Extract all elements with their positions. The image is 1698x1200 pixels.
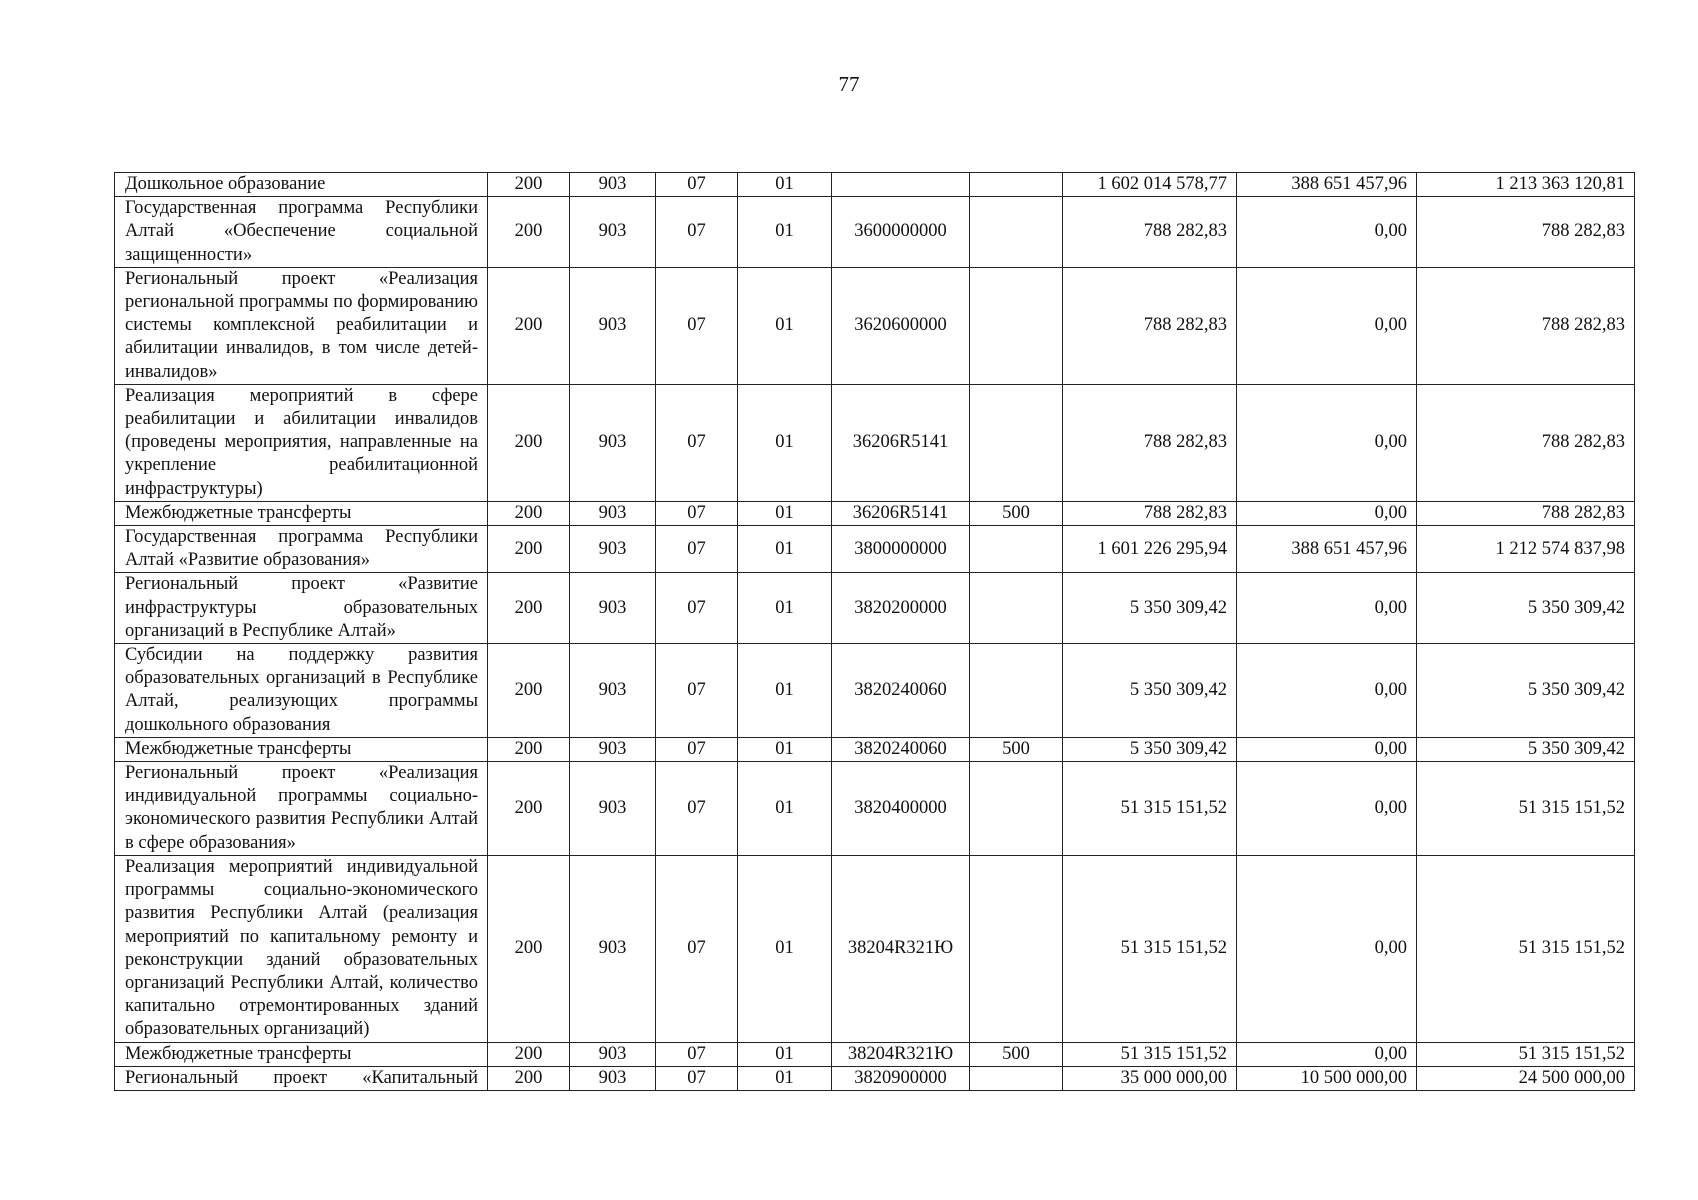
federal-amount-cell: 0,00: [1237, 501, 1417, 525]
table-body: [115, 173, 1635, 1091]
regional-amount-cell: 788 282,83: [1417, 501, 1635, 525]
target-article-cell: 3620600000: [832, 267, 970, 384]
row-name-cell: Межбюджетные трансферты: [115, 501, 488, 525]
regional-amount-cell: 51 315 151,52: [1417, 855, 1635, 1042]
total-amount-cell: 1 601 226 295,94: [1063, 526, 1237, 573]
section-code-cell: 07: [656, 501, 738, 525]
section-code-cell: 07: [656, 173, 738, 197]
regional-amount-cell: 5 350 309,42: [1417, 737, 1635, 761]
target-article-cell: 3820240060: [832, 644, 970, 738]
grbs-code-cell: 903: [570, 173, 656, 197]
grbs-code-cell: 903: [570, 644, 656, 738]
regional-amount-cell: 5 350 309,42: [1417, 573, 1635, 644]
expense-type-cell: [970, 197, 1063, 268]
admin-code-cell: 200: [488, 384, 570, 501]
total-amount-cell: 5 350 309,42: [1063, 737, 1237, 761]
subsection-code-cell: 01: [738, 737, 832, 761]
row-name-cell: Дошкольное образование: [115, 173, 488, 197]
budget-table: [114, 172, 1635, 1091]
subsection-code-cell: 01: [738, 267, 832, 384]
federal-amount-cell: 0,00: [1237, 1042, 1417, 1066]
expense-type-cell: [970, 573, 1063, 644]
section-code-cell: 07: [656, 573, 738, 644]
row-name-cell: Субсидии на поддержку развития образовательных организаций в Республике Алтай, реализующих программы дошкольного образования: [115, 644, 488, 738]
grbs-code-cell: 903: [570, 501, 656, 525]
grbs-code-cell: 903: [570, 197, 656, 268]
row-name-cell: Региональный проект «Развитие инфраструктуры образовательных организаций в Республике Алтай»: [115, 573, 488, 644]
total-amount-cell: 35 000 000,00: [1063, 1066, 1237, 1090]
federal-amount-cell: 0,00: [1237, 855, 1417, 1042]
expense-type-cell: [970, 855, 1063, 1042]
expense-type-cell: [970, 384, 1063, 501]
regional-amount-cell: 24 500 000,00: [1417, 1066, 1635, 1090]
table-row: [115, 1042, 1635, 1066]
target-article-cell: 36206R5141: [832, 501, 970, 525]
subsection-code-cell: 01: [738, 573, 832, 644]
subsection-code-cell: 01: [738, 526, 832, 573]
regional-amount-cell: 788 282,83: [1417, 267, 1635, 384]
subsection-code-cell: 01: [738, 501, 832, 525]
grbs-code-cell: 903: [570, 762, 656, 856]
subsection-code-cell: 01: [738, 762, 832, 856]
table-row: [115, 526, 1635, 573]
admin-code-cell: 200: [488, 501, 570, 525]
table-row: [115, 267, 1635, 384]
total-amount-cell: 5 350 309,42: [1063, 644, 1237, 738]
section-code-cell: 07: [656, 1042, 738, 1066]
row-name-cell: Государственная программа Республики Алтай «Обеспечение социальной защищенности»: [115, 197, 488, 268]
grbs-code-cell: 903: [570, 267, 656, 384]
expense-type-cell: [970, 173, 1063, 197]
admin-code-cell: 200: [488, 762, 570, 856]
section-code-cell: 07: [656, 267, 738, 384]
admin-code-cell: 200: [488, 267, 570, 384]
table-row: [115, 644, 1635, 738]
expense-type-cell: [970, 1066, 1063, 1090]
row-name-cell: Региональный проект «Реализация индивидуальной программы социально-экономического развития Республики Алтай в сфере образования»: [115, 762, 488, 856]
federal-amount-cell: 0,00: [1237, 644, 1417, 738]
federal-amount-cell: 0,00: [1237, 197, 1417, 268]
total-amount-cell: 788 282,83: [1063, 197, 1237, 268]
federal-amount-cell: 0,00: [1237, 267, 1417, 384]
section-code-cell: 07: [656, 737, 738, 761]
subsection-code-cell: 01: [738, 384, 832, 501]
total-amount-cell: 1 602 014 578,77: [1063, 173, 1237, 197]
regional-amount-cell: 51 315 151,52: [1417, 762, 1635, 856]
table-row: [115, 855, 1635, 1042]
total-amount-cell: 51 315 151,52: [1063, 1042, 1237, 1066]
subsection-code-cell: 01: [738, 644, 832, 738]
federal-amount-cell: 0,00: [1237, 573, 1417, 644]
total-amount-cell: 788 282,83: [1063, 384, 1237, 501]
table-row: [115, 197, 1635, 268]
regional-amount-cell: 788 282,83: [1417, 384, 1635, 501]
regional-amount-cell: 5 350 309,42: [1417, 644, 1635, 738]
subsection-code-cell: 01: [738, 855, 832, 1042]
federal-amount-cell: 388 651 457,96: [1237, 173, 1417, 197]
target-article-cell: 3820200000: [832, 573, 970, 644]
section-code-cell: 07: [656, 197, 738, 268]
subsection-code-cell: 01: [738, 197, 832, 268]
section-code-cell: 07: [656, 855, 738, 1042]
grbs-code-cell: 903: [570, 526, 656, 573]
target-article-cell: 3800000000: [832, 526, 970, 573]
target-article-cell: 38204R321Ю: [832, 1042, 970, 1066]
total-amount-cell: 788 282,83: [1063, 267, 1237, 384]
grbs-code-cell: 903: [570, 737, 656, 761]
admin-code-cell: 200: [488, 1042, 570, 1066]
total-amount-cell: 51 315 151,52: [1063, 762, 1237, 856]
expense-type-cell: [970, 644, 1063, 738]
expense-type-cell: [970, 267, 1063, 384]
expense-type-cell: [970, 762, 1063, 856]
table-row: [115, 1066, 1635, 1090]
total-amount-cell: 788 282,83: [1063, 501, 1237, 525]
target-article-cell: 3820900000: [832, 1066, 970, 1090]
federal-amount-cell: 0,00: [1237, 384, 1417, 501]
admin-code-cell: 200: [488, 197, 570, 268]
section-code-cell: 07: [656, 1066, 738, 1090]
row-name-cell: Реализация мероприятий индивидуальной программы социально-экономического развития Республики Алтай (реализация мероприятий по капитальному ремонту и реконструкции зданий образовательных организаций Республики Алтай, количество капитально отремонтированных зданий образовательных организаций): [115, 855, 488, 1042]
subsection-code-cell: 01: [738, 173, 832, 197]
grbs-code-cell: 903: [570, 1042, 656, 1066]
row-name-cell: Государственная программа Республики Алтай «Развитие образования»: [115, 526, 488, 573]
table-row: [115, 737, 1635, 761]
federal-amount-cell: 388 651 457,96: [1237, 526, 1417, 573]
target-article-cell: 3820400000: [832, 762, 970, 856]
expense-type-cell: 500: [970, 501, 1063, 525]
federal-amount-cell: 10 500 000,00: [1237, 1066, 1417, 1090]
section-code-cell: 07: [656, 526, 738, 573]
target-article-cell: [832, 173, 970, 197]
row-name-cell: Реализация мероприятий в сфере реабилитации и абилитации инвалидов (проведены мероприятия, направленные на укрепление реабилитационной инфраструктуры): [115, 384, 488, 501]
total-amount-cell: 5 350 309,42: [1063, 573, 1237, 644]
federal-amount-cell: 0,00: [1237, 762, 1417, 856]
subsection-code-cell: 01: [738, 1066, 832, 1090]
table-row: [115, 501, 1635, 525]
row-name-cell: Региональный проект «Реализация региональной программы по формированию системы комплексной реабилитации и абилитации инвалидов, в том числе детей-инвалидов»: [115, 267, 488, 384]
table-row: [115, 762, 1635, 856]
admin-code-cell: 200: [488, 573, 570, 644]
row-name-cell: Региональный проект «Капитальный: [115, 1066, 488, 1090]
grbs-code-cell: 903: [570, 855, 656, 1042]
section-code-cell: 07: [656, 644, 738, 738]
table-row: [115, 573, 1635, 644]
target-article-cell: 36206R5141: [832, 384, 970, 501]
table-row: [115, 384, 1635, 501]
admin-code-cell: 200: [488, 855, 570, 1042]
expense-type-cell: 500: [970, 737, 1063, 761]
admin-code-cell: 200: [488, 1066, 570, 1090]
expense-type-cell: [970, 526, 1063, 573]
admin-code-cell: 200: [488, 173, 570, 197]
admin-code-cell: 200: [488, 644, 570, 738]
row-name-cell: Межбюджетные трансферты: [115, 1042, 488, 1066]
subsection-code-cell: 01: [738, 1042, 832, 1066]
expense-type-cell: 500: [970, 1042, 1063, 1066]
regional-amount-cell: 1 212 574 837,98: [1417, 526, 1635, 573]
section-code-cell: 07: [656, 384, 738, 501]
grbs-code-cell: 903: [570, 573, 656, 644]
table-row: [115, 173, 1635, 197]
total-amount-cell: 51 315 151,52: [1063, 855, 1237, 1042]
target-article-cell: 38204R321Ю: [832, 855, 970, 1042]
grbs-code-cell: 903: [570, 1066, 656, 1090]
admin-code-cell: 200: [488, 526, 570, 573]
regional-amount-cell: 788 282,83: [1417, 197, 1635, 268]
regional-amount-cell: 1 213 363 120,81: [1417, 173, 1635, 197]
row-name-cell: Межбюджетные трансферты: [115, 737, 488, 761]
section-code-cell: 07: [656, 762, 738, 856]
page-number: 77: [838, 72, 860, 96]
grbs-code-cell: 903: [570, 384, 656, 501]
admin-code-cell: 200: [488, 737, 570, 761]
federal-amount-cell: 0,00: [1237, 737, 1417, 761]
target-article-cell: 3600000000: [832, 197, 970, 268]
regional-amount-cell: 51 315 151,52: [1417, 1042, 1635, 1066]
target-article-cell: 3820240060: [832, 737, 970, 761]
